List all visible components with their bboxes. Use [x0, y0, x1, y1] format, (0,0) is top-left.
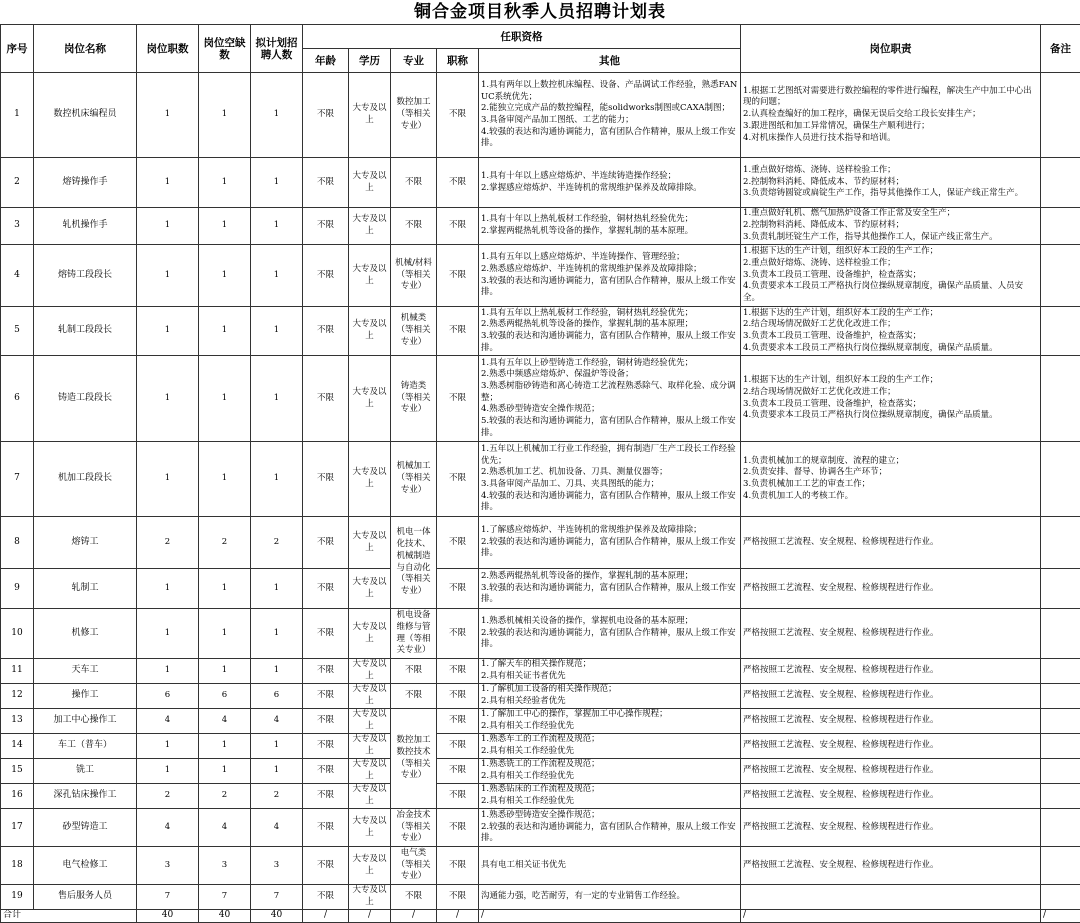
cell-duties: 严格按照工艺流程、安全规程、检修规程进行作业。 — [741, 709, 1041, 734]
header-positions: 岗位职数 — [137, 25, 199, 73]
header-seq: 序号 — [1, 25, 34, 73]
cell-seq: 3 — [1, 208, 34, 245]
cell-duties: 严格按照工艺流程、安全规程、检修规程进行作业。 — [741, 759, 1041, 784]
total-label: 合计 — [1, 910, 137, 923]
cell-remarks — [1041, 784, 1080, 809]
total-positions: 40 — [137, 910, 199, 923]
cell-position-name: 天车工 — [34, 659, 137, 684]
header-qualifications: 任职资格 — [303, 25, 741, 49]
recruitment-table — [0, 24, 1080, 923]
cell-other: 1.具有五年以上砂型铸造工作经验，铜材铸造经验优先； 2.熟悉中频感应熔炼炉、保温炉等设备； 3.熟悉树脂砂铸造和离心铸造工艺流程熟悉除气、取样化验、成分调整； 4.熟悉砂型铸造安全操作规范； 5.较强的表达和沟通协调能力，富有团队合作精神，服从上级工作安排。 — [479, 356, 741, 442]
cell-title-req: 不限 — [437, 784, 479, 809]
cell-positions: 1 — [137, 158, 199, 208]
cell-age: 不限 — [303, 158, 349, 208]
cell-major: 冶金技术（等相关专业） — [391, 809, 437, 847]
cell-position-name: 深孔钻床操作工 — [34, 784, 137, 809]
header-age: 年龄 — [303, 49, 349, 73]
cell-duties: 1.重点做好熔炼、浇铸、送样检验工作； 2.控制物料消耗、降低成本、节约原材料； 3.负责熔铸圆锭或扁锭生产工作，指导其他操作工人，保证产线正常生产。 — [741, 158, 1041, 208]
cell-major-merged: 数控加工数控技术（等相关专业） — [391, 709, 437, 809]
cell-seq: 12 — [1, 684, 34, 709]
cell-positions: 2 — [137, 784, 199, 809]
cell-education: 大专及以上 — [349, 245, 391, 307]
cell-position-name: 轧制工 — [34, 569, 137, 609]
cell-other: 1.具有五年以上热轧板材工作经验，铜材热轧经验优先； 2.熟悉两辊热轧机等设备的操作，掌握轧制的基本原理； 3.较强的表达和沟通协调能力，富有团队合作精神，服从上级工作安排。 — [479, 307, 741, 356]
cell-planned: 1 — [251, 609, 303, 659]
total-slash: / — [349, 910, 391, 923]
cell-vacancies: 1 — [199, 659, 251, 684]
cell-positions: 2 — [137, 517, 199, 569]
cell-positions: 1 — [137, 759, 199, 784]
cell-vacancies: 1 — [199, 208, 251, 245]
cell-major: 不限 — [391, 659, 437, 684]
cell-major: 机械/材料（等相关专业） — [391, 245, 437, 307]
cell-position-name: 机修工 — [34, 609, 137, 659]
cell-positions: 1 — [137, 245, 199, 307]
cell-planned: 1 — [251, 356, 303, 442]
cell-duties: 严格按照工艺流程、安全规程、检修规程进行作业。 — [741, 517, 1041, 569]
cell-planned: 1 — [251, 759, 303, 784]
cell-duties: 严格按照工艺流程、安全规程、检修规程进行作业。 — [741, 684, 1041, 709]
cell-major-merged: 机电一体化技术、机械制造与自动化（等相关专业） — [391, 517, 437, 609]
table-row — [1, 569, 1080, 609]
cell-position-name: 电气检修工 — [34, 847, 137, 885]
cell-duties: 1.负责机械加工的规章制度、流程的建立； 2.负责安排、督导、协调各生产环节； 3.负责机械加工工艺的审查工作； 4.负责机加工人的考核工作。 — [741, 442, 1041, 517]
cell-title-req: 不限 — [437, 734, 479, 759]
cell-position-name: 熔铸工段段长 — [34, 245, 137, 307]
total-slash: / — [391, 910, 437, 923]
cell-planned: 1 — [251, 734, 303, 759]
cell-remarks — [1041, 885, 1080, 910]
total-slash: / — [1041, 910, 1080, 923]
cell-planned: 3 — [251, 847, 303, 885]
cell-age: 不限 — [303, 517, 349, 569]
cell-other: 2.熟悉两辊热轧机等设备的操作，掌握轧制的基本原理； 3.较强的表达和沟通协调能力，富有团队合作精神，服从上级工作安排。 — [479, 569, 741, 609]
cell-remarks — [1041, 307, 1080, 356]
cell-remarks — [1041, 809, 1080, 847]
cell-age: 不限 — [303, 784, 349, 809]
total-slash: / — [303, 910, 349, 923]
cell-other: 具有电工相关证书优先 — [479, 847, 741, 885]
cell-other: 1.了解感应熔炼炉、半连铸机的常规维护保养及故障排除； 2.较强的表达和沟通协调能力，富有团队合作精神，服从上级工作安排。 — [479, 517, 741, 569]
cell-education: 大专及以上 — [349, 307, 391, 356]
cell-positions: 1 — [137, 659, 199, 684]
table-row — [1, 356, 1080, 442]
cell-seq: 7 — [1, 442, 34, 517]
cell-major: 机械类（等相关专业） — [391, 307, 437, 356]
cell-positions: 3 — [137, 847, 199, 885]
cell-duties: 严格按照工艺流程、安全规程、检修规程进行作业。 — [741, 569, 1041, 609]
cell-position-name: 砂型铸造工 — [34, 809, 137, 847]
cell-duties: 严格按照工艺流程、安全规程、检修规程进行作业。 — [741, 609, 1041, 659]
cell-vacancies: 6 — [199, 684, 251, 709]
cell-planned: 1 — [251, 158, 303, 208]
cell-age: 不限 — [303, 709, 349, 734]
cell-seq: 14 — [1, 734, 34, 759]
cell-education: 大专及以上 — [349, 709, 391, 734]
cell-age: 不限 — [303, 759, 349, 784]
cell-other: 1.五年以上机械加工行业工作经验，拥有制造厂生产工段长工作经验优先； 2.熟悉机加工艺、机加设备、刀具、测量仪器等； 3.具备审阅产品加工、刀具、夹具图纸的能力； 4.较强的表达和沟通协调能力，富有团队合作精神，服从上级工作安排。 — [479, 442, 741, 517]
cell-position-name: 机加工段段长 — [34, 442, 137, 517]
cell-vacancies: 7 — [199, 885, 251, 910]
cell-title-req: 不限 — [437, 73, 479, 158]
table-row — [1, 158, 1080, 208]
cell-duties: 严格按照工艺流程、安全规程、检修规程进行作业。 — [741, 847, 1041, 885]
cell-vacancies: 1 — [199, 158, 251, 208]
cell-age: 不限 — [303, 885, 349, 910]
cell-seq: 4 — [1, 245, 34, 307]
cell-position-name: 数控机床编程员 — [34, 73, 137, 158]
total-slash: / — [741, 910, 1041, 923]
cell-major: 不限 — [391, 684, 437, 709]
cell-positions: 6 — [137, 684, 199, 709]
table-row — [1, 659, 1080, 684]
cell-age: 不限 — [303, 73, 349, 158]
cell-age: 不限 — [303, 569, 349, 609]
cell-education: 大专及以上 — [349, 356, 391, 442]
cell-title-req: 不限 — [437, 759, 479, 784]
cell-vacancies: 1 — [199, 356, 251, 442]
cell-other: 1.熟悉铣工的工作流程及规范； 2.具有相关工作经验优先 — [479, 759, 741, 784]
cell-other: 沟通能力强，吃苦耐劳，有一定的专业销售工作经验。 — [479, 885, 741, 910]
cell-age: 不限 — [303, 356, 349, 442]
cell-duties: 1.根据下达的生产计划，组织好本工段的生产工作； 2.结合现场情况做好工艺优化改进工作； 3.负责本工段员工管理、设备维护，检查落实； 4.负责要求本工段员工严格执行岗位操纵规章制度，确保产品质量。 — [741, 307, 1041, 356]
total-planned: 40 — [251, 910, 303, 923]
cell-positions: 1 — [137, 609, 199, 659]
cell-positions: 1 — [137, 442, 199, 517]
cell-vacancies: 1 — [199, 307, 251, 356]
cell-vacancies: 1 — [199, 245, 251, 307]
cell-title-req: 不限 — [437, 659, 479, 684]
table-row — [1, 709, 1080, 734]
cell-remarks — [1041, 356, 1080, 442]
cell-positions: 4 — [137, 809, 199, 847]
cell-major: 机械加工（等相关专业） — [391, 442, 437, 517]
cell-positions: 1 — [137, 569, 199, 609]
table-row — [1, 847, 1080, 885]
cell-vacancies: 1 — [199, 73, 251, 158]
cell-vacancies: 1 — [199, 734, 251, 759]
cell-position-name: 轧机操作手 — [34, 208, 137, 245]
cell-age: 不限 — [303, 442, 349, 517]
cell-remarks — [1041, 208, 1080, 245]
cell-seq: 10 — [1, 609, 34, 659]
header-major: 专业 — [391, 49, 437, 73]
cell-title-req: 不限 — [437, 609, 479, 659]
cell-position-name: 熔铸工 — [34, 517, 137, 569]
table-row — [1, 517, 1080, 569]
cell-vacancies: 1 — [199, 569, 251, 609]
cell-planned: 1 — [251, 442, 303, 517]
cell-other: 1.具有十年以上感应熔炼炉、半连续铸造操作经验； 2.掌握感应熔炼炉、半连铸机的常规维护保养及故障排除。 — [479, 158, 741, 208]
cell-education: 大专及以上 — [349, 517, 391, 569]
cell-title-req: 不限 — [437, 885, 479, 910]
cell-title-req: 不限 — [437, 245, 479, 307]
cell-position-name: 售后服务人员 — [34, 885, 137, 910]
table-row — [1, 734, 1080, 759]
cell-remarks — [1041, 73, 1080, 158]
cell-planned: 4 — [251, 709, 303, 734]
cell-major: 铸造类（等相关专业） — [391, 356, 437, 442]
table-row — [1, 809, 1080, 847]
cell-remarks — [1041, 569, 1080, 609]
cell-planned: 6 — [251, 684, 303, 709]
cell-planned: 1 — [251, 208, 303, 245]
cell-remarks — [1041, 684, 1080, 709]
cell-major: 不限 — [391, 208, 437, 245]
cell-planned: 1 — [251, 569, 303, 609]
cell-education: 大专及以上 — [349, 158, 391, 208]
cell-other: 1.具有五年以上感应熔炼炉、半连铸操作、管理经验； 2.熟悉感应熔炼炉、半连铸机的常规维护保养及故障排除； 3.较强的表达和沟通协调能力，富有团队合作精神，服从上级工作安排。 — [479, 245, 741, 307]
cell-seq: 17 — [1, 809, 34, 847]
cell-education: 大专及以上 — [349, 809, 391, 847]
cell-title-req: 不限 — [437, 517, 479, 569]
table-row — [1, 442, 1080, 517]
cell-title-req: 不限 — [437, 709, 479, 734]
cell-title-req: 不限 — [437, 356, 479, 442]
cell-planned: 1 — [251, 245, 303, 307]
cell-education: 大专及以上 — [349, 208, 391, 245]
cell-title-req: 不限 — [437, 158, 479, 208]
cell-planned: 1 — [251, 307, 303, 356]
cell-education: 大专及以上 — [349, 885, 391, 910]
cell-title-req: 不限 — [437, 569, 479, 609]
cell-remarks — [1041, 709, 1080, 734]
header-other: 其他 — [479, 49, 741, 73]
table-row — [1, 759, 1080, 784]
cell-vacancies: 1 — [199, 759, 251, 784]
cell-other: 1.熟悉钻床的工作流程及规范； 2.具有相关工作经验优先 — [479, 784, 741, 809]
cell-position-name: 轧制工段段长 — [34, 307, 137, 356]
cell-age: 不限 — [303, 684, 349, 709]
table-row — [1, 684, 1080, 709]
total-slash: / — [437, 910, 479, 923]
cell-education: 大专及以上 — [349, 734, 391, 759]
cell-duties: 严格按照工艺流程、安全规程、检修规程进行作业。 — [741, 659, 1041, 684]
cell-positions: 1 — [137, 356, 199, 442]
cell-other: 1.熟悉车工的工作流程及规范； 2.具有相关工作经验优先 — [479, 734, 741, 759]
cell-other: 1.了解天车的相关操作规范； 2.具有相关证书者优先 — [479, 659, 741, 684]
cell-vacancies: 2 — [199, 517, 251, 569]
cell-duties: 1.根据下达的生产计划，组织好本工段的生产工作； 2.结合现场情况做好工艺优化改进工作； 3.负责本工段员工管理、设备维护，检查落实； 4.负责要求本工段员工严格执行岗位操纵规章制度，确保产品质量。 — [741, 356, 1041, 442]
cell-position-name: 熔铸操作手 — [34, 158, 137, 208]
cell-education: 大专及以上 — [349, 609, 391, 659]
cell-education: 大专及以上 — [349, 569, 391, 609]
cell-remarks — [1041, 158, 1080, 208]
total-slash: / — [479, 910, 741, 923]
cell-duties: 1.重点做好轧机、燃气加热炉设备工作正常及安全生产； 2.控制物料消耗、降低成本、节约原材料； 3.负责轧制坯锭生产工作，指导其他操作工人，保证产线正常生产。 — [741, 208, 1041, 245]
header-education: 学历 — [349, 49, 391, 73]
cell-education: 大专及以上 — [349, 784, 391, 809]
cell-duties: 严格按照工艺流程、安全规程、检修规程进行作业。 — [741, 734, 1041, 759]
cell-remarks — [1041, 517, 1080, 569]
cell-planned: 7 — [251, 885, 303, 910]
cell-age: 不限 — [303, 609, 349, 659]
total-row — [1, 910, 1080, 923]
cell-age: 不限 — [303, 809, 349, 847]
cell-remarks — [1041, 734, 1080, 759]
cell-seq: 15 — [1, 759, 34, 784]
table-row — [1, 609, 1080, 659]
cell-vacancies: 1 — [199, 442, 251, 517]
cell-duties: 1.根据下达的生产计划，组织好本工段的生产工作； 2.重点做好熔炼、浇铸、送样检验工作； 3.负责本工段员工管理、设备维护，检查落实； 4.负责要求本工段员工严格执行岗位操纵规章制度，确保产品质量、人员安全。 — [741, 245, 1041, 307]
cell-vacancies: 4 — [199, 809, 251, 847]
cell-education: 大专及以上 — [349, 442, 391, 517]
cell-positions: 4 — [137, 709, 199, 734]
cell-planned: 1 — [251, 73, 303, 158]
cell-education: 大专及以上 — [349, 847, 391, 885]
total-vacancies: 40 — [199, 910, 251, 923]
cell-age: 不限 — [303, 734, 349, 759]
cell-vacancies: 4 — [199, 709, 251, 734]
cell-vacancies: 3 — [199, 847, 251, 885]
cell-title-req: 不限 — [437, 809, 479, 847]
cell-age: 不限 — [303, 307, 349, 356]
cell-other: 1.具有十年以上热轧板材工作经验，铜材热轧经验优先； 2.掌握两辊热轧机等设备的操作，掌握轧制的基本原理。 — [479, 208, 741, 245]
cell-other: 1.熟悉机械相关设备的操作，掌握机电设备的基本原理； 2.较强的表达和沟通协调能力，富有团队合作精神，服从上级工作安排。 — [479, 609, 741, 659]
cell-vacancies: 1 — [199, 609, 251, 659]
cell-seq: 2 — [1, 158, 34, 208]
cell-major: 不限 — [391, 885, 437, 910]
cell-planned: 4 — [251, 809, 303, 847]
cell-seq: 13 — [1, 709, 34, 734]
cell-positions: 1 — [137, 307, 199, 356]
cell-other: 1.了解机加工设备的相关操作规范； 2.具有相关经验者优先 — [479, 684, 741, 709]
cell-remarks — [1041, 659, 1080, 684]
cell-vacancies: 2 — [199, 784, 251, 809]
cell-other: 1.具有两年以上数控机床编程、设备、产品调试工作经验，熟悉FANUC系统优先； 2.能独立完成产品的数控编程，能solidworks制图或CAXA制图； 3.具备审阅产品加工图纸、工艺的能力； 4.较强的表达和沟通协调能力，富有团队合作精神，服从上级工作安排。 — [479, 73, 741, 158]
cell-remarks — [1041, 847, 1080, 885]
table-row — [1, 784, 1080, 809]
header-title-req: 职称 — [437, 49, 479, 73]
cell-positions: 1 — [137, 208, 199, 245]
cell-duties — [741, 885, 1041, 910]
cell-remarks — [1041, 245, 1080, 307]
cell-planned: 2 — [251, 517, 303, 569]
header-planned: 拟计划招聘人数 — [251, 25, 303, 73]
cell-seq: 5 — [1, 307, 34, 356]
cell-duties: 1.根据工艺图纸对需要进行数控编程的零件进行编程，解决生产中加工中心出现的问题； 2.认真检查编好的加工程序，确保无误后交给工段长安排生产； 3.跟进图纸和加工异常情况，确保生产顺利进行； 4.对机床操作人员进行技术指导和培训。 — [741, 73, 1041, 158]
cell-education: 大专及以上 — [349, 684, 391, 709]
cell-positions: 1 — [137, 734, 199, 759]
cell-remarks — [1041, 442, 1080, 517]
header-position-name: 岗位名称 — [34, 25, 137, 73]
cell-planned: 1 — [251, 659, 303, 684]
cell-other: 1.熟悉砂型铸造安全操作规范； 2.较强的表达和沟通协调能力，富有团队合作精神，服从上级工作安排。 — [479, 809, 741, 847]
table-row — [1, 885, 1080, 910]
cell-major: 机电设备维修与管理（等相关专业） — [391, 609, 437, 659]
cell-seq: 9 — [1, 569, 34, 609]
cell-remarks — [1041, 609, 1080, 659]
table-row — [1, 73, 1080, 158]
table-row — [1, 245, 1080, 307]
table-row — [1, 208, 1080, 245]
cell-position-name: 铸造工段段长 — [34, 356, 137, 442]
cell-seq: 19 — [1, 885, 34, 910]
cell-other: 1.了解加工中心的操作，掌握加工中心操作规程； 2.具有相关工作经验优先 — [479, 709, 741, 734]
cell-duties: 严格按照工艺流程、安全规程、检修规程进行作业。 — [741, 809, 1041, 847]
cell-seq: 11 — [1, 659, 34, 684]
cell-education: 大专及以上 — [349, 659, 391, 684]
cell-seq: 16 — [1, 784, 34, 809]
cell-age: 不限 — [303, 847, 349, 885]
table-row — [1, 307, 1080, 356]
cell-positions: 7 — [137, 885, 199, 910]
cell-age: 不限 — [303, 208, 349, 245]
header-vacancies: 岗位空缺数 — [199, 25, 251, 73]
cell-position-name: 操作工 — [34, 684, 137, 709]
cell-title-req: 不限 — [437, 684, 479, 709]
cell-seq: 8 — [1, 517, 34, 569]
cell-title-req: 不限 — [437, 442, 479, 517]
page-title: 铜合金项目秋季人员招聘计划表 — [0, 0, 1080, 24]
header-duties: 岗位职责 — [741, 25, 1041, 73]
header-remarks: 备注 — [1041, 25, 1080, 73]
cell-seq: 1 — [1, 73, 34, 158]
cell-title-req: 不限 — [437, 307, 479, 356]
cell-seq: 6 — [1, 356, 34, 442]
cell-major: 电气类（等相关专业） — [391, 847, 437, 885]
cell-major: 数控加工（等相关专业） — [391, 73, 437, 158]
cell-seq: 18 — [1, 847, 34, 885]
cell-duties: 严格按照工艺流程、安全规程、检修规程进行作业。 — [741, 784, 1041, 809]
cell-positions: 1 — [137, 73, 199, 158]
cell-education: 大专及以上 — [349, 759, 391, 784]
cell-education: 大专及以上 — [349, 73, 391, 158]
cell-age: 不限 — [303, 245, 349, 307]
cell-position-name: 加工中心操作工 — [34, 709, 137, 734]
cell-position-name: 车工（普车） — [34, 734, 137, 759]
cell-title-req: 不限 — [437, 847, 479, 885]
cell-major: 不限 — [391, 158, 437, 208]
cell-planned: 2 — [251, 784, 303, 809]
cell-position-name: 铣工 — [34, 759, 137, 784]
cell-age: 不限 — [303, 659, 349, 684]
cell-title-req: 不限 — [437, 208, 479, 245]
cell-remarks — [1041, 759, 1080, 784]
